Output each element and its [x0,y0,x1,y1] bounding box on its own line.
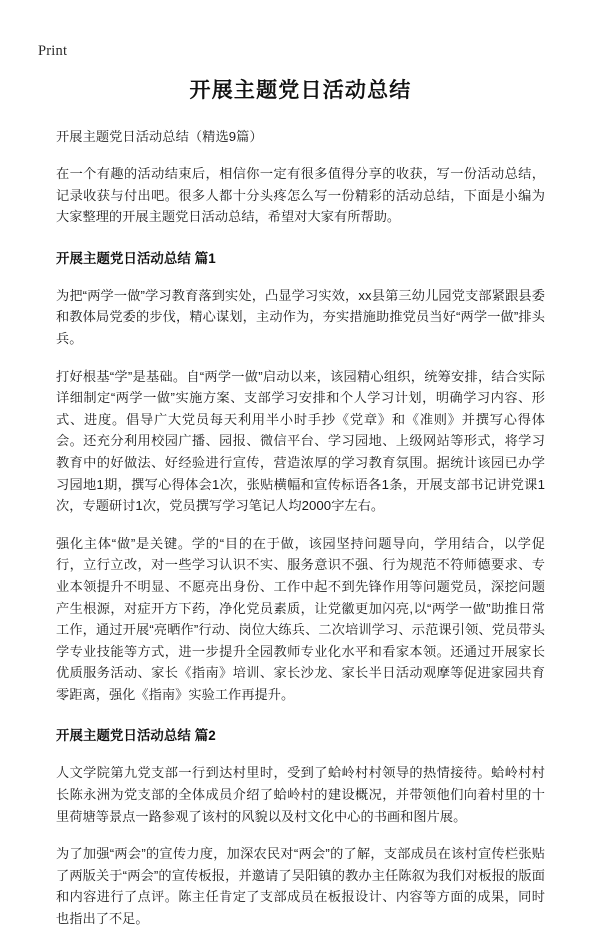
page-title: 开展主题党日活动总结 [189,79,412,102]
section-1 [56,248,545,706]
section-1-paragraph-1: 为把“两学一做”学习教育落到实处，凸显学习实效，xx县第三幼儿园党支部紧跟县委和教体局党委的步伐，精心谋划，主动作为，夯实措施助推党员当好“两学一做”排头兵。 [56,287,545,346]
document-subtitle: 开展主题党日活动总结（精选9篇） [56,129,263,144]
intro-paragraph: 在一个有趣的活动结束后，相信你一定有很多值得分享的收获，写一份活动总结，记录收获与付出吧。很多人都十分头疼怎么写一份精彩的活动总结，下面是小编为大家整理的开展主题党日活动总结，希望对大家有所帮助。 [56,166,545,225]
section-heading-1: 开展主题党日活动总结 篇1 [56,250,216,266]
section-2-paragraph-1: 人文学院第九党支部一行到达村里时，受到了蛤岭村村领导的热情接待。蛤岭村村长陈永洲为党支部的全体成员介绍了蛤岭村的建设概况，并带领他们向着村里的十里荷塘等景点一路参观了该村的风貌以及村文化中心的书画和图片展。 [56,765,545,824]
section-heading-2: 开展主题党日活动总结 篇2 [56,728,216,744]
section-1-paragraph-3: 强化主体“做”是关键。学的“目的在于做，该园坚持问题导向，学用结合，以学促行，立行立改，对一些学习认识不实、服务意识不强、行为规范不符师德要求、专业本领提升不明显、不愿亮出身份、工作中起不到先锋作用等问题党员，深挖问题产生根源，对症开方下药，净化党员素质，让党徽更加闪亮,以“两学一做”助推日常工作，通过开展“亮晒作”行动、岗位大练兵、二次培训学习、示范课引领、党员带头学专业技能等方式，进一步提升全园教师专业化水平和看家本领。还通过开展家长优质服务活动、家长《指南》培训、家长沙龙、家长半日活动观摩等促进家园共育零距离，强化《指南》实验工作再提升。 [56,535,545,702]
intro-block [56,126,545,228]
section-2-paragraph-2: 为了加强“两会”的宣传力度，加深农民对“两会”的了解，支部成员在该村宣传栏张贴了两版关于“两会”的宣传板报，并邀请了吴阳镇的教办主任陈叙为我们对板报的版面和内容进行了点评。陈主任肯定了支部成员在板报设计、内容等方面的成果，同时也指出了不足。 [56,846,545,927]
document-body [56,76,545,930]
print-button[interactable]: Print [38,43,68,59]
section-1-paragraph-2: 打好根基“学”是基础。自“两学一做”启动以来，该园精心组织，统筹安排，结合实际详细制定“两学一做”实施方案、支部学习安排和个人学习计划，明确学习内容、形式、进度。倡导广大党员每天利用半小时手抄《党章》和《准则》并撰写心得体会。还充分利用校园广播、园报、微信平台、学习园地、上级网站等形式，将学习教育中的好做法、好经验进行宣传，营造浓厚的学习教育氛围。据统计该园已办学习园地1期，撰写心得体会1次，张贴横幅和宣传标语各1条，开展支部书记讲党课1次，专题研讨1次，党员撰写学习笔记人均2000字左右。 [56,368,545,514]
